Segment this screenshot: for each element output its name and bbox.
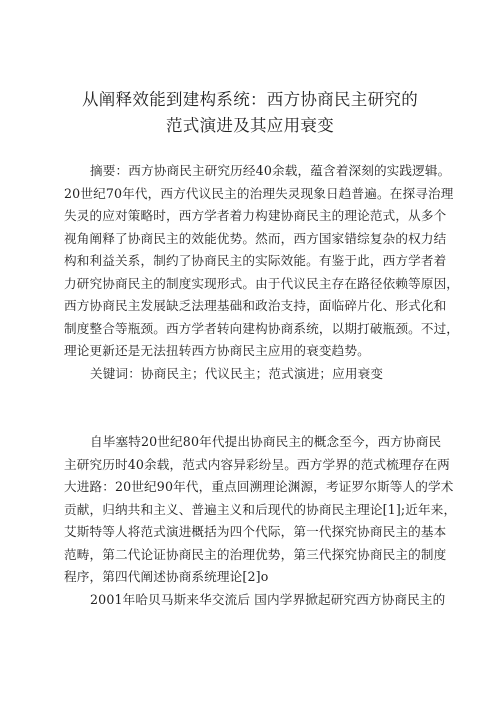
abstract-line: 失灵的应对策略时，西方学者着力构建协商民主的理论范式，从多个	[64, 208, 447, 223]
abstract-line: 理论更新还是无法扭转西方协商民主应用的衰变趋势。	[64, 343, 370, 358]
body-line: 艾斯特等人将范式演进概括为四个代际，第一代探究协商民主的基本	[64, 524, 447, 539]
keywords: 关键词：协商民主；代议民主；范式演进；应用衰变	[90, 366, 384, 381]
abstract-line: 摘要：西方协商民主研究历经40余载，蕴含着深刻的实践逻辑。	[90, 163, 451, 178]
body-line: 范畴，第二代论证协商民主的治理优势，第三代探究协商民主的制度	[64, 547, 447, 562]
body-line: 大进路：20世纪90年代，重点回溯理论渊源，考证罗尔斯等人的学术	[64, 479, 454, 494]
body-line: 2001年哈贝马斯来华交流后 国内学界掀起研究西方协商民主的	[90, 592, 446, 607]
document-title-line-1: 从阐释效能到建构系统：西方协商民主研究的	[82, 90, 418, 109]
body-line: 程序，第四代阐述协商系统理论[2]o	[64, 569, 269, 584]
body-line: 主研究历时40余载，范式内容异彩纷呈。西方学界的范式梳理存在两	[64, 457, 450, 472]
abstract-line: 制度整合等瓶颈。西方学者转向建构协商系统，以期打破瓶颈。不过，	[64, 321, 460, 336]
abstract-line: 力研究协商民主的制度实现形式。由于代议民主存在路径依赖等原因，	[64, 276, 460, 291]
document-title-line-2: 范式演进及其应用衰变	[166, 116, 334, 135]
abstract-line: 20世纪70年代，西方代议民主的治理失灵现象日趋普遍。在探寻治理	[64, 186, 454, 201]
body-line: 自毕塞特20世纪80年代提出协商民主的概念至今，西方协商民	[90, 434, 442, 449]
abstract-line: 西方协商民主发展缺乏法理基础和政治支持，面临碎片化、形式化和	[64, 298, 447, 313]
abstract-line: 构和利益关系，制约了协商民主的实际效能。有鉴于此，西方学者着	[64, 253, 447, 268]
body-line: 贡献，归纳共和主义、普遍主义和后现代的协商民主理论[1];近年来，	[64, 502, 457, 517]
abstract-line: 视角阐释了协商民主的效能优势。然而，西方国家错综复杂的权力结	[64, 231, 447, 246]
